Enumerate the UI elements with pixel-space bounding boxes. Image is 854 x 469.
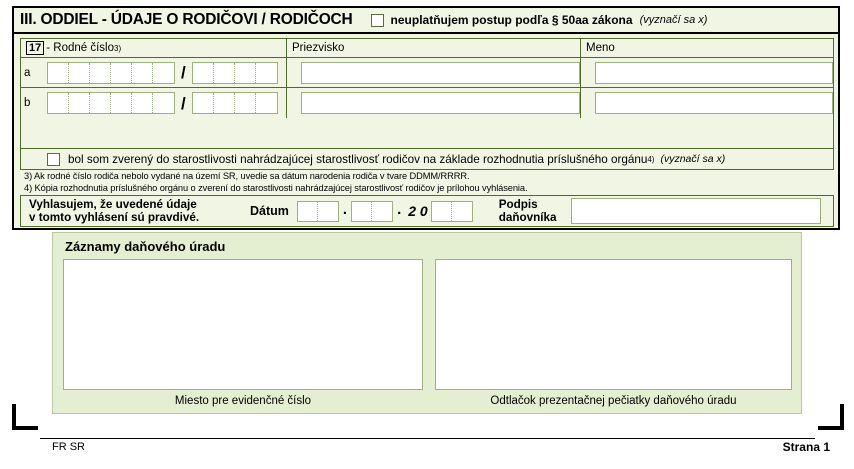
cell-rodne-cislo-b: [21, 88, 287, 118]
section-50aa-label: neuplatňujem postup podľa § 50aa zákona: [390, 13, 633, 27]
signature-input[interactable]: [571, 198, 821, 224]
cell-priezvisko-a: [287, 58, 581, 87]
office-stamp-caption: Odtlačok prezentačnej pečiatky daňového úradu: [490, 395, 737, 407]
cell-meno-a: [581, 58, 833, 87]
priezvisko-input-a[interactable]: [301, 62, 580, 84]
cell-meno-b: [581, 88, 833, 118]
footnote-4: 4) Kópia rozhodnutia príslušného orgánu o zverení do starostlivosti nahrádzajúcej starostlivosť rodičov je prílohou vyhlásenia.: [24, 182, 528, 193]
rodne-cislo-input-b[interactable]: [47, 92, 278, 114]
rodne-cislo-right-a[interactable]: [192, 62, 278, 84]
date-day-input[interactable]: [297, 201, 339, 222]
evidence-number-caption: Miesto pre evidenčné číslo: [174, 395, 312, 407]
rodne-cislo-left-a[interactable]: [47, 62, 175, 84]
signature-label: [499, 198, 569, 224]
cell-rodne-cislo-a: [21, 58, 287, 87]
column-header-rodne-cislo-label: - Rodné číslo: [46, 42, 115, 54]
date-year-input[interactable]: [431, 201, 473, 222]
cell-priezvisko-b: [287, 88, 581, 118]
declaration-text-line2: v tomto vyhlásení sú pravdivé.: [29, 211, 200, 224]
parents-table: [20, 38, 834, 149]
custody-checkbox[interactable]: [47, 153, 60, 166]
column-header-rodne-cislo-sup: 3): [114, 43, 122, 53]
page-title: III. ODDIEL - ÚDAJE O RODIČOVI / RODIČOCH: [20, 11, 353, 28]
records-title: Záznamy daňového úradu: [65, 239, 226, 254]
declaration-text-line1: Vyhlasujem, že uvedené údaje: [29, 198, 197, 211]
table-row: [21, 58, 833, 88]
declaration-text: [29, 198, 244, 224]
rodne-cislo-input-a[interactable]: [47, 62, 278, 84]
rodne-cislo-separator-a: /: [181, 63, 186, 82]
signature-label-line1: Podpis: [498, 198, 538, 211]
table-row: [21, 88, 833, 118]
section-50aa-hint: (vyznačí sa x): [639, 14, 708, 26]
section-header: [14, 8, 838, 34]
row-number-badge: 17: [26, 41, 44, 55]
footnotes: [20, 170, 834, 195]
corner-mark-bottom-right: [818, 404, 844, 430]
signature-label-line2: daňovníka: [498, 211, 557, 224]
section-iii: [12, 6, 840, 230]
section-50aa-checkbox[interactable]: [371, 14, 384, 27]
footnote-3: 3) Ak rodné číslo rodiča nebolo vydané na území SR, uvedie sa dátum narodenia rodiča v tvare DDMM/RRRR.: [24, 171, 470, 181]
priezvisko-input-b[interactable]: [301, 92, 580, 114]
custody-statement-sup: 4): [647, 154, 655, 164]
date-separator-1: .: [342, 200, 348, 218]
office-stamp-box[interactable]: [435, 259, 792, 390]
row-label-a: a: [24, 66, 31, 79]
column-header-rodne-cislo: [21, 39, 287, 57]
rodne-cislo-left-b[interactable]: [47, 92, 175, 114]
corner-mark-bottom-left: [12, 404, 38, 430]
date-separator-2: .: [397, 200, 402, 218]
column-header-priezvisko: Priezvisko: [287, 39, 581, 57]
date-year-prefix: 2 0: [408, 203, 428, 219]
date-month-input[interactable]: [351, 201, 393, 222]
meno-input-a[interactable]: [595, 62, 833, 84]
custody-statement-row: [20, 149, 834, 170]
evidence-number-box[interactable]: [63, 259, 423, 390]
date-input-group[interactable]: [297, 201, 473, 222]
rodne-cislo-separator-b: /: [181, 93, 186, 113]
row-label-b: b: [24, 97, 31, 109]
custody-statement-hint: (vyznačí sa x): [660, 153, 726, 165]
meno-input-b[interactable]: [595, 92, 833, 114]
rodne-cislo-right-b[interactable]: [192, 92, 278, 114]
custody-statement-label: bol som zverený do starostlivosti nahrádzajúcej starostlivosť rodičov na základe rozhodnutia príslušného orgánu: [68, 152, 648, 166]
tax-office-records: [52, 232, 802, 414]
table-header-row: [21, 39, 833, 58]
declaration-row: [20, 195, 834, 227]
footer-divider: [40, 438, 815, 439]
date-label: Dátum: [250, 204, 289, 218]
footer-page-number: Strana 1: [782, 440, 830, 454]
footer-issuer: FR SR: [52, 441, 85, 453]
column-header-meno: Meno: [586, 42, 615, 54]
